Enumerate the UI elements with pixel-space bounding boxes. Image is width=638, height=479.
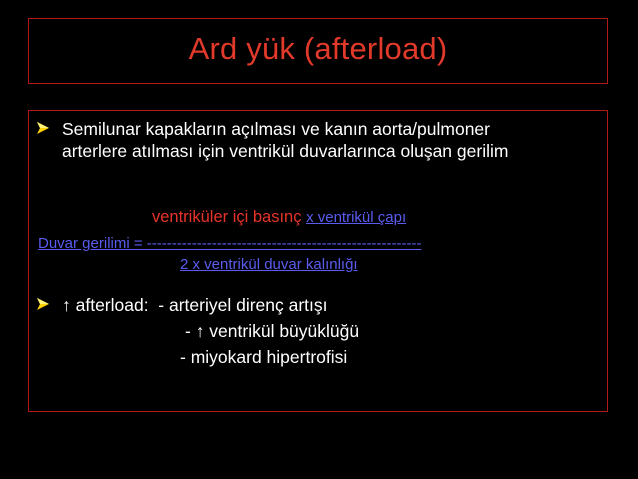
bullet1-line2: arterlere atılması için ventrikül duvarlarınca oluşan gerilim bbox=[62, 141, 509, 161]
arrow-bullet-icon bbox=[36, 297, 50, 311]
formula-numerator-blue: x ventrikül çapı bbox=[306, 209, 407, 226]
title-frame bbox=[28, 18, 608, 84]
bullet2-line1: ↑ afterload: - arteriyel direnç artışı bbox=[62, 295, 328, 315]
formula-denominator: 2 x ventrikül duvar kalınlığı bbox=[180, 256, 358, 273]
formula-lhs: Duvar gerilimi = ------------------------------------------------------- bbox=[38, 235, 422, 252]
bullet2-line2: - ↑ ventrikül büyüklüğü bbox=[185, 321, 360, 341]
slide-title: Ard yük (afterload) bbox=[188, 31, 448, 66]
arrow-bullet-icon bbox=[36, 121, 50, 135]
bullet2-line3: - miyokard hipertrofisi bbox=[180, 347, 348, 367]
formula-numerator bbox=[152, 208, 406, 227]
bullet1-line1: Semilunar kapakların açılması ve kanın aorta/pulmoner bbox=[62, 119, 490, 139]
formula-numerator-red: ventriküler içi basınç bbox=[152, 208, 302, 226]
